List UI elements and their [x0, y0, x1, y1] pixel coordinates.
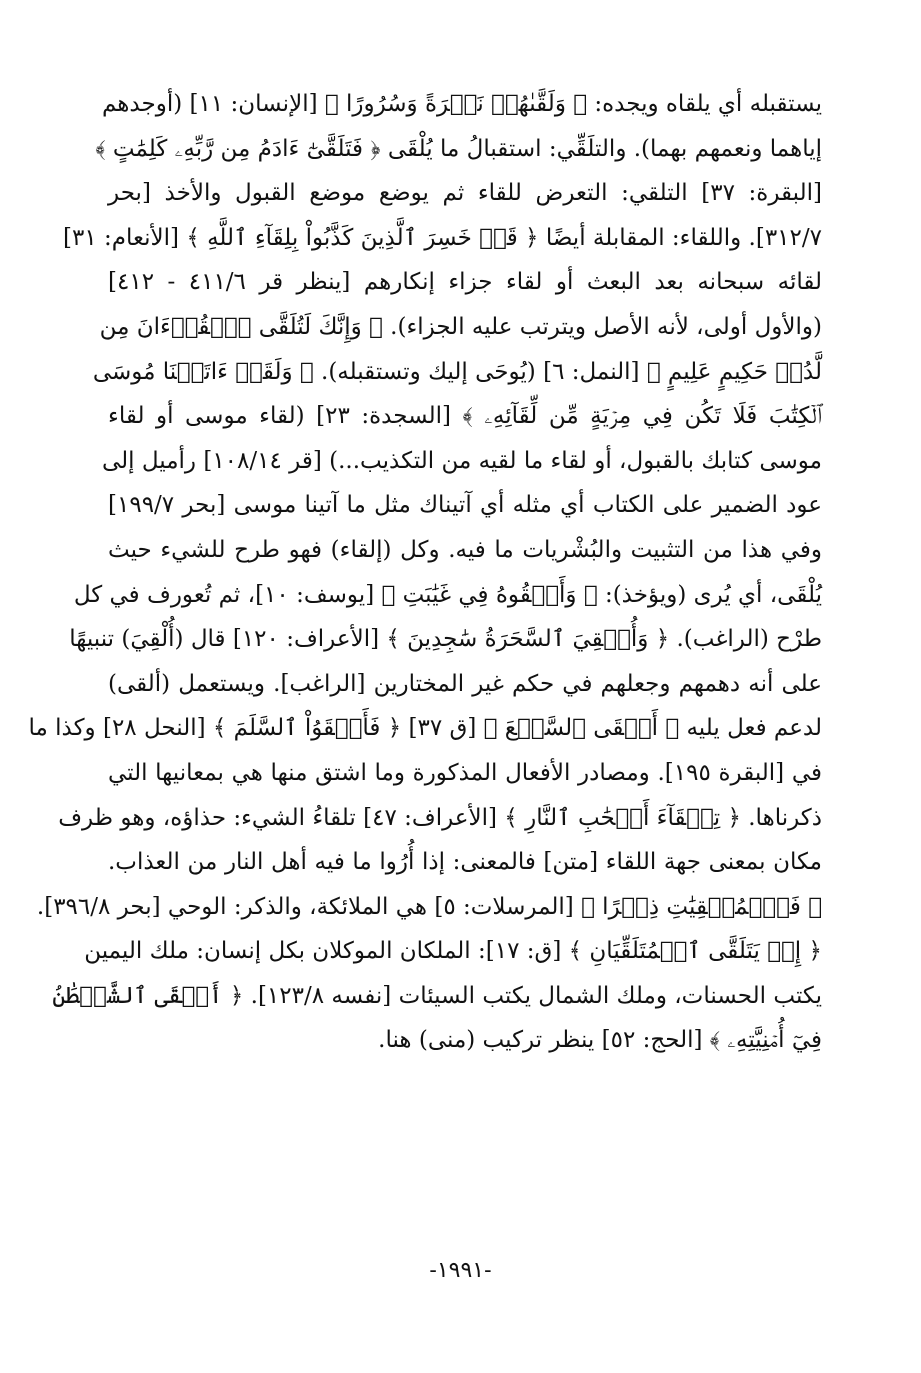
text-line: يكتب الحسنات، وملك الشمال يكتب السيئات [نفسه ١٢٣/٨]. ﴿ أَلۡقَى ٱلشَّيۡطَٰنُ — [52, 982, 822, 1009]
page-number: -١٩٩١- — [429, 1258, 492, 1283]
text-line: يُلْقَى، أي يُرى (ويؤخذ): ﴿ وَأَلۡقُوهُ فِي غَيَٰبَتِ ﴾ [يوسف: ١٠]، ثم تُعورف في كل — [73, 581, 822, 608]
text-line-last: فِيٓ أُمۡنِيَّتِهِۦ ﴾ [الحج: ٥٢] ينظر تركيب (منى) هنا. — [378, 1027, 822, 1054]
text-line: وفي هذا من التثبيت والبُشْريات ما فيه. وكل (إلقاء) فهو طرح للشيء حيث — [108, 536, 822, 563]
text-line: على أنه دهمهم وجعلهم في حكم غير المختارين [الراغب]. ويستعمل (ألقى) — [108, 670, 822, 697]
text-line: ﴿ فَٱلۡمُلۡقِيَٰتِ ذِكۡرًا ﴾ [المرسلات: ٥] هي الملائكة، والذكر: الوحي [بحر ٣٩٦/٨]. — [36, 893, 822, 920]
text-line: ﴿ إِذۡ يَتَلَقَّى ٱلۡمُتَلَقِّيَانِ ﴾ [ق: ١٧]: الملكان الموكلان بكل إنسان: ملك اليمين — [84, 938, 822, 965]
text-line: [البقرة: ٣٧] التلقي: التعرض للقاء ثم يوضع موضع القبول والأخذ [بحر — [108, 180, 822, 207]
text-line: لدعم فعل يليه ﴿ أَلۡقَى ٱلسَّمۡعَ ﴾ [ق ٣٧] ﴿ فَأَلۡقَوُاْ ٱلسَّلَمَ ﴾ [النحل ٢٨] وكذا ما — [28, 715, 822, 742]
text-line: إياهما ونعمهم بهما). والتلَقِّي: استقبالُ ما يُلْقَى ﴿ فَتَلَقَّىٰٓ ءَادَمُ مِن رَّبِّهِۦ كَلِمَٰتٍ ﴾ — [95, 135, 822, 162]
text-line: مكان بمعنى جهة اللقاء [متن] فالمعنى: إذا أُرُوا ما فيه أهل النار من العذاب. — [108, 849, 822, 876]
text-line: طرْح (الراغب). ﴿ وَأُلۡقِيَ ٱلسَّحَرَةُ سَٰجِدِينَ ﴾ [الأعراف: ١٢٠] قال (أُلْقِيَ) تنبيهًا — [69, 626, 822, 653]
text-line: ٣١٢/٧]. واللقاء: المقابلة أيضًا ﴿ قَدۡ خَسِرَ ٱلَّذِينَ كَذَّبُواْ بِلِقَآءِ ٱللَّهِ ﴾ [الأنعام: ٣١] — [63, 224, 822, 251]
text-line: موسى كتابك بالقبول، أو لقاء ما لقيه من التكذيب...) [قر ١٠٨/١٤] رأميل إلى — [101, 447, 822, 474]
text-line: ذكرناها. ﴿ تِلۡقَآءَ أَصۡحَٰبِ ٱلنَّارِ ﴾ [الأعراف: ٤٧] تلقاءُ الشيء: حذاؤه، وهو ظرف — [58, 804, 822, 831]
text-line: في [البقرة ١٩٥]. ومصادر الأفعال المذكورة وما اشتق منها هي بمعانيها التي — [108, 759, 822, 786]
text-line: عود الضمير على الكتاب أي مثله أي آتيناك مثل ما آتينا موسى [بحر ١٩٩/٧] — [108, 492, 822, 519]
text-line: لقائه سبحانه بعد البعث أو لقاء جزاء إنكارهم [ينظر قر ٤١١/٦ - ٤١٢] — [108, 269, 822, 296]
text-line: لَّدُنۡ حَكِيمٍ عَلِيمٍ ﴾ [النمل: ٦] (يُوحَى إليك وتستقبله). ﴿ وَلَقَدۡ ءَاتَيۡنَا مُوسَى — [92, 358, 822, 385]
text-line: يستقبله أي يلقاه ويجده: ﴿ وَلَقَّىٰهُمۡ نَضۡرَةً وَسُرُورًا ﴾ [الإنسان: ١١] (أوجدهم — [102, 91, 822, 117]
text-line: (والأول أولى، لأنه الأصل ويترتب عليه الجزاء). ﴿ وَإِنَّكَ لَتُلَقَّى ٱلۡقُرۡءَانَ مِن — [99, 313, 822, 340]
text-line: ٱلۡكِتَٰبَ فَلَا تَكُن فِي مِرۡيَةٍ مِّن لِّقَآئِهِۦ ﴾ [السجدة: ٢٣] (لقاء موسى أو لقاء — [108, 403, 822, 430]
body-text — [28, 82, 822, 1063]
